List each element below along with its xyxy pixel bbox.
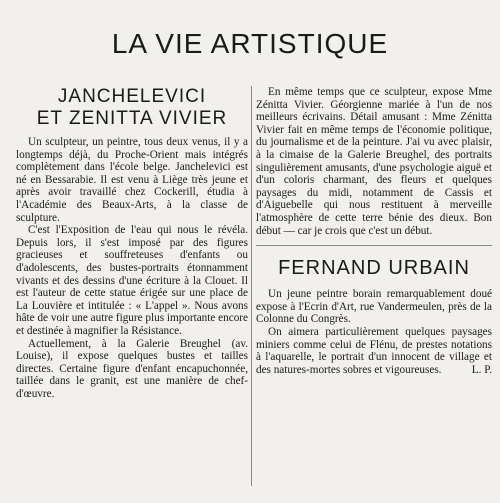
headline-line-1: JANCHELEVICI xyxy=(57,86,207,107)
article-headline-2: FERNAND URBAIN xyxy=(278,257,470,280)
headline-line-2: ET ZENITTA VIVIER xyxy=(36,108,228,129)
article-headline xyxy=(16,86,248,130)
section-masthead: LA VIE ARTISTIQUE xyxy=(111,28,389,59)
author-signature: L. P. xyxy=(471,364,492,377)
article-paragraph: Un sculpteur, un peintre, tous deux venus, il y a longtemps déjà, du Proche-Orient mais intégrés complètement dans l'école belge. Janchelevici est né en Bessarabie. Il est venu à Liège très jeune et après avoir travaillé chez Cockerill, étudia à l'Académie des Beaux-Arts, à la classe de sculpture. xyxy=(16,136,248,224)
column-divider xyxy=(251,86,252,486)
article-paragraph: C'est l'Exposition de l'eau qui nous le révéla. Depuis lors, il s'est imposé par des figures gracieuses et souffreteuses d'enfants ou d'adolescents, des bustes-portraits étonnamment vivants et des dessins d'une écriture à la Clouet. Il est l'auteur de cette statue érigée sur une place de La Louvière et intitulée : « L'appel ». Nous avons hâte de voir une autre figure plus importante encore et destinée à magnifier la Résistance. xyxy=(16,224,248,337)
article-paragraph: On aimera particulièrement quelques paysages miniers comme celui de Flénu, de prestes notations à l'aquarelle, le portrait d'un innocent de village et des natures-mortes sobres et vigoureuses. xyxy=(256,325,492,376)
right-column xyxy=(256,86,492,376)
article-paragraph: Un jeune peintre borain remarquablement doué expose à l'Ecrin d'Art, rue Vandermeulen, près de la Colonne du Congrès. xyxy=(256,288,492,326)
article-divider xyxy=(256,245,492,246)
left-column xyxy=(16,86,248,400)
article-paragraph: Actuellement, à la Galerie Breughel (av. Louise), il expose quelques bustes et tailles directes. Certaine figure d'enfant encapuchonnée, taillée dans le granit, est une manière de chef-d'œuvre. xyxy=(16,337,248,400)
article-paragraph: En même temps que ce sculpteur, expose Mme Zénitta Vivier. Géorgienne mariée à l'un de nos meilleurs écrivains. Détail amusant : Mme Zénitta Vivier fait en même temps de l'économie politique, du journalisme et de la peinture. J'ai vu avec plaisir, à la cimaise de la Galerie Breughel, des portraits singulièrement amusants, d'une psychologie aiguë et d'un coloris charmant, des fleurs et quelques paysages du midi, notamment de Cassis et d'Aiguebelle qui nous restituent à merveille l'atmosphère de cette terre bénie des dieux. Bon début — car je crois que c'est un début. xyxy=(256,86,492,237)
